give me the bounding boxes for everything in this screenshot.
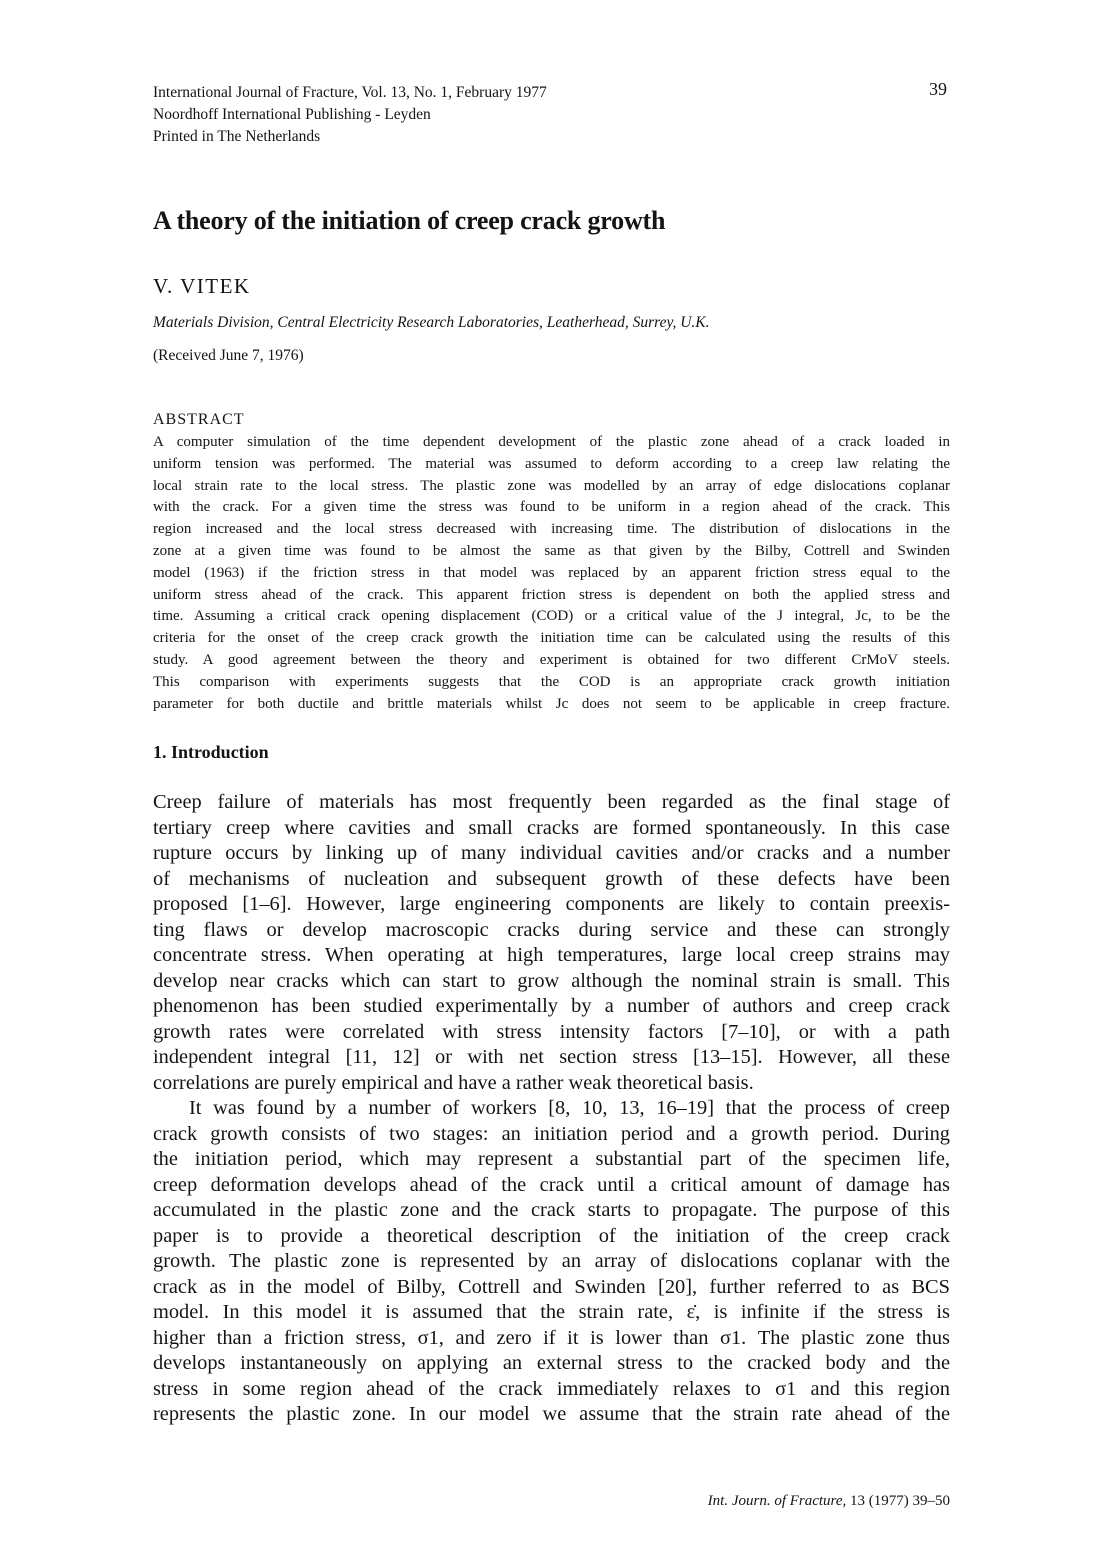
body-line: Creep failure of materials has most frequently been regarded as the final stage of: [153, 791, 950, 813]
abstract-line: A computer simulation of the time dependent development of the plastic zone ahead of a crack loaded in: [153, 434, 950, 450]
abstract-line: parameter for both ductile and brittle materials whilst Jc does not seem to be applicable in creep fracture.: [153, 695, 950, 712]
abstract-line: This comparison with experiments suggests that the COD is an appropriate crack growth initiation: [153, 673, 950, 690]
journal-header: [153, 82, 547, 148]
footer-journal: Int. Journ. of Fracture,: [707, 1493, 847, 1509]
page-number: 39: [929, 79, 947, 99]
body-line: concentrate stress. When operating at high temperatures, large local creep strains may: [153, 944, 950, 966]
body-line: correlations are purely empirical and have a rather weak theoretical basis.: [153, 1071, 754, 1094]
body-line: It was found by a number of workers [8, 10, 13, 16–19] that the process of creep: [189, 1097, 950, 1119]
received-date: (Received June 7, 1976): [153, 347, 304, 364]
body-line: ting flaws or develop macroscopic cracks during service and these can strongly: [153, 918, 950, 941]
abstract-line: study. A good agreement between the theory and experiment is obtained for two different CrMoV steels.: [153, 651, 950, 668]
body-line: crack growth consists of two stages: an initiation period and a growth period. During: [153, 1122, 950, 1145]
body-line: stress in some region ahead of the crack immediately relaxes to σ1 and this region: [153, 1377, 950, 1400]
printed-line: Printed in The Netherlands: [153, 128, 321, 145]
body-line: rupture occurs by linking up of many individual cavities and/or cracks and a number: [153, 842, 950, 864]
section-heading: 1. Introduction: [153, 742, 269, 762]
body-line: the initiation period, which may represent a substantial part of the specimen life,: [153, 1148, 950, 1170]
section-body: [153, 790, 950, 1428]
body-line: develop near cracks which can start to grow although the nominal strain is small. This: [153, 969, 950, 992]
body-line: phenomenon has been studied experimentally by a number of authors and creep crack: [153, 995, 950, 1017]
paper-title: A theory of the initiation of creep crack growth: [153, 206, 666, 235]
abstract-line: criteria for the onset of the creep crack growth the initiation time can be calculated using the results of this: [153, 630, 950, 647]
author-affiliation: Materials Division, Central Electricity Research Laboratories, Leatherhead, Surrey, U.K.: [153, 314, 710, 331]
body-line: model. In this model it is assumed that the strain rate, ε̇, is infinite if the stress is: [153, 1301, 950, 1323]
body-line: accumulated in the plastic zone and the crack starts to propagate. The purpose of this: [153, 1199, 950, 1221]
body-line: independent integral [11, 12] or with net section stress [13–15]. However, all these: [153, 1046, 950, 1068]
abstract-line: uniform tension was performed. The material was assumed to deform according to a creep law relating the: [153, 455, 950, 472]
abstract-line: region increased and the local stress decreased with increasing time. The distribution of dislocations in the: [153, 521, 950, 538]
author-name: V. VITEK: [153, 274, 251, 298]
abstract-line: uniform stress ahead of the crack. This apparent friction stress is dependent on both the applied stress and: [153, 586, 950, 603]
body-line: proposed [1–6]. However, large engineering components are likely to contain preexis-: [153, 893, 950, 915]
abstract-line: time. Assuming a critical crack opening displacement (COD) or a critical value of the J integral, Jc, to be the: [153, 608, 950, 625]
abstract-line: with the crack. For a given time the stress was found to be uniform in a region ahead of the crack. This: [153, 499, 950, 516]
journal-header-line: International Journal of Fracture, Vol. 13, No. 1, February 1977: [153, 84, 547, 101]
abstract-line: local strain rate to the local stress. The plastic zone was modelled by an array of edge dislocations coplanar: [153, 477, 950, 494]
abstract-heading: ABSTRACT: [153, 411, 245, 428]
body-line: tertiary creep where cavities and small cracks are formed spontaneously. In this case: [153, 816, 950, 839]
body-line: develops instantaneously on applying an external stress to the cracked body and the: [153, 1352, 950, 1374]
abstract-line: model (1963) if the friction stress in that model was replaced by an apparent friction stress equal to the: [153, 564, 950, 581]
body-line: paper is to provide a theoretical description of the initiation of the creep crack: [153, 1224, 950, 1247]
body-line: represents the plastic zone. In our model we assume that the strain rate ahead of the: [153, 1403, 950, 1425]
footer-citation: [708, 1493, 950, 1510]
body-line: of mechanisms of nucleation and subsequent growth of these defects have been: [153, 867, 950, 890]
abstract-line: zone at a given time was found to be almost the same as that given by the Bilby, Cottrell and Swinden: [153, 542, 950, 559]
body-line: creep deformation develops ahead of the crack until a critical amount of damage has: [153, 1173, 950, 1196]
body-line: growth. The plastic zone is represented by an array of dislocations coplanar with the: [153, 1250, 950, 1272]
publisher-line: Noordhoff International Publishing - Leyden: [153, 106, 431, 123]
abstract-body: [153, 432, 950, 715]
body-line: crack as in the model of Bilby, Cottrell and Swinden [20], further referred to as BCS: [153, 1275, 950, 1298]
footer-volume-pages: 13 (1977) 39–50: [850, 1493, 950, 1509]
body-line: growth rates were correlated with stress intensity factors [7–10], or with a path: [153, 1020, 950, 1043]
body-line: higher than a friction stress, σ1, and zero if it is lower than σ1. The plastic zone thus: [153, 1326, 950, 1349]
